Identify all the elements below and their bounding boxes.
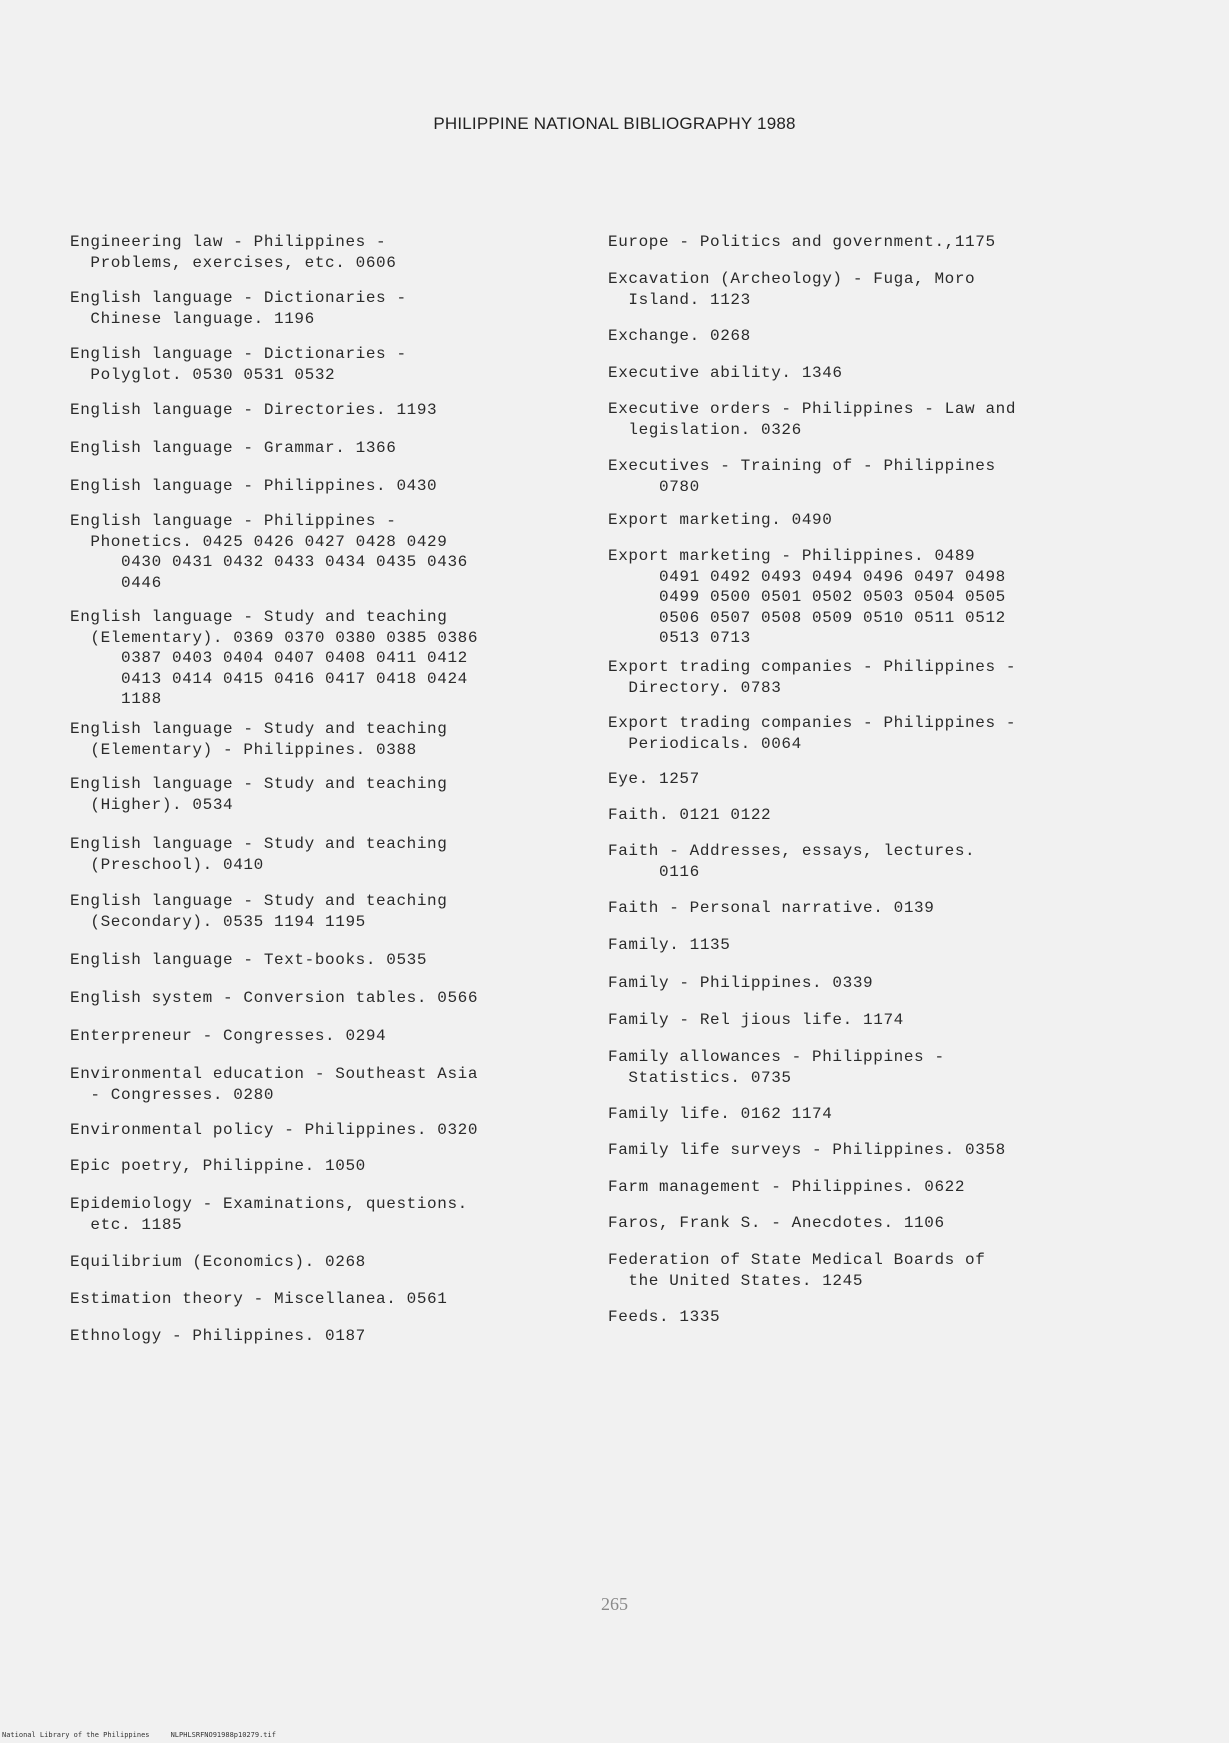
index-entry	[608, 1140, 1006, 1161]
page-number: 265	[601, 1594, 628, 1614]
index-entry	[70, 511, 468, 593]
index-entry-line: 0506 0507 0508 0509 0510 0511 0512	[608, 608, 1006, 627]
index-entry	[608, 232, 996, 253]
index-entry	[70, 1194, 468, 1235]
index-entry-line: 0491 0492 0493 0494 0496 0497 0498	[608, 567, 1006, 586]
index-entry-line: Island. 1123	[608, 290, 751, 309]
index-entry-line: Federation of State Medical Boards of	[608, 1251, 986, 1269]
index-entry	[70, 834, 447, 875]
index-entry-line: 0513 0713	[608, 629, 751, 647]
index-entry-line: Ethnology - Philippines. 0187	[70, 1327, 366, 1345]
index-entry	[70, 438, 396, 459]
index-entry-line: Family - Philippines. 0339	[608, 974, 874, 992]
index-entry	[608, 1010, 904, 1031]
index-entry-line: Excavation (Archeology) - Fuga, Moro	[608, 270, 976, 288]
index-entry-line: Executive orders - Philippines - Law and	[608, 400, 1017, 418]
index-entry-line: Environmental education - Southeast Asia	[70, 1065, 479, 1083]
index-entry-line: Family life. 0162 1174	[608, 1105, 833, 1123]
index-entry-line: Feeds. 1335	[608, 1308, 721, 1326]
index-entry	[608, 1047, 945, 1088]
index-entry	[70, 719, 447, 760]
index-entry-line: Faith. 0121 0122	[608, 806, 772, 824]
index-entry	[70, 288, 407, 329]
index-entry	[70, 1252, 366, 1273]
index-entry-line: Epic poetry, Philippine. 1050	[70, 1157, 366, 1175]
index-entry-line: Directory. 0783	[608, 678, 782, 697]
index-entry	[70, 950, 427, 971]
index-entry	[70, 400, 437, 421]
index-entry-line: Eye. 1257	[608, 770, 700, 788]
index-entry	[608, 269, 975, 310]
index-entry	[608, 657, 1016, 698]
index-entry	[608, 898, 934, 919]
index-entry-line: Equilibrium (Economics). 0268	[70, 1253, 366, 1271]
index-entry	[70, 774, 447, 815]
index-entry	[608, 1213, 945, 1234]
index-entry-line: Export trading companies - Philippines -	[608, 658, 1017, 676]
index-entry-line: Farm management - Philippines. 0622	[608, 1178, 966, 1196]
index-entry	[608, 713, 1016, 754]
index-entry-line: Phonetics. 0425 0426 0427 0428 0429	[70, 532, 448, 551]
index-entry-line: Family life surveys - Philippines. 0358	[608, 1141, 1006, 1159]
index-entry-line: 0780	[608, 477, 700, 496]
index-entry	[70, 1120, 478, 1141]
index-entry-line: Engineering law - Philippines -	[70, 233, 387, 251]
index-entry-line: 0499 0500 0501 0502 0503 0504 0505	[608, 588, 1006, 606]
index-entry-line: Family. 1135	[608, 936, 731, 954]
index-entry-line: (Elementary) - Philippines. 0388	[70, 740, 417, 759]
index-entry	[608, 973, 873, 994]
index-entry-line: English language - Philippines -	[70, 512, 397, 530]
index-entry-line: 0413 0414 0415 0416 0417 0418 0424	[70, 669, 468, 688]
index-entry-line: legislation. 0326	[608, 420, 802, 439]
index-entry-line: 0446	[70, 573, 162, 592]
index-entry	[608, 1104, 832, 1125]
index-entry	[608, 1177, 965, 1198]
index-entry-line: Polyglot. 0530 0531 0532	[70, 365, 336, 384]
index-entry-line: 0116	[608, 862, 700, 881]
index-entry-line: 0387 0403 0404 0407 0408 0411 0412	[70, 649, 468, 667]
index-entry-line: Executives - Training of - Philippines	[608, 457, 996, 475]
index-entry-line: English language - Dictionaries -	[70, 345, 407, 363]
index-entry-line: Estimation theory - Miscellanea. 0561	[70, 1290, 448, 1308]
index-entry-line: English language - Study and teaching	[70, 775, 448, 793]
index-entry	[70, 1064, 478, 1105]
index-entry-line: 0430 0431 0432 0433 0434 0435 0436	[70, 553, 468, 571]
index-entry-line: Periodicals. 0064	[608, 734, 802, 753]
index-entry-line: Export trading companies - Philippines -	[608, 714, 1017, 732]
index-entry	[608, 805, 771, 826]
index-entry	[70, 1156, 366, 1177]
index-entry	[608, 935, 730, 956]
index-entry	[608, 456, 996, 497]
index-entry-line: English language - Directories. 1193	[70, 401, 438, 419]
index-entry-line: English language - Study and teaching	[70, 892, 448, 910]
index-entry	[608, 363, 843, 384]
index-entry	[608, 1250, 985, 1291]
index-entry-line: English language - Philippines. 0430	[70, 477, 438, 495]
index-entry-line: Faith - Addresses, essays, lectures.	[608, 842, 976, 860]
index-entry-line: Export marketing - Philippines. 0489	[608, 547, 976, 565]
index-entry-line: Europe - Politics and government.,1175	[608, 233, 996, 251]
index-entry-line: Family - Rel jious life. 1174	[608, 1011, 904, 1029]
index-entry-line: Environmental policy - Philippines. 0320	[70, 1121, 479, 1139]
index-entry-line: English language - Text-books. 0535	[70, 951, 428, 969]
index-entry-line: (Preschool). 0410	[70, 855, 264, 874]
index-entry-line: Statistics. 0735	[608, 1068, 792, 1087]
index-entry	[70, 1026, 386, 1047]
index-entry-line: Faith - Personal narrative. 0139	[608, 899, 935, 917]
index-entry	[70, 344, 407, 385]
index-entry-line: Problems, exercises, etc. 0606	[70, 253, 397, 272]
index-entry-line: English system - Conversion tables. 0566	[70, 989, 479, 1007]
index-entry	[608, 399, 1016, 440]
index-entry-line: 1188	[70, 690, 162, 708]
index-entry-line: Faros, Frank S. - Anecdotes. 1106	[608, 1214, 945, 1232]
index-entry-line: Exchange. 0268	[608, 327, 751, 345]
index-entry-line: English language - Study and teaching	[70, 720, 448, 738]
index-entry	[608, 510, 832, 531]
index-entry	[608, 1307, 720, 1328]
index-entry	[608, 326, 751, 347]
index-entry	[70, 476, 437, 497]
index-entry-line: English language - Study and teaching	[70, 835, 448, 853]
index-entry-line: Chinese language. 1196	[70, 309, 315, 328]
index-entry-line: (Higher). 0534	[70, 795, 234, 814]
index-entry-line: Epidemiology - Examinations, questions.	[70, 1195, 468, 1213]
index-entry	[608, 841, 975, 882]
index-entry	[70, 1326, 366, 1347]
index-entry-line: etc. 1185	[70, 1215, 183, 1234]
index-entry-line: Export marketing. 0490	[608, 511, 833, 529]
index-entry	[70, 607, 478, 710]
index-entry-line: Executive ability. 1346	[608, 364, 843, 382]
index-entry	[70, 232, 396, 273]
index-entry-line: (Elementary). 0369 0370 0380 0385 0386	[70, 628, 479, 647]
index-entry	[608, 546, 1006, 649]
page-title: PHILIPPINE NATIONAL BIBLIOGRAPHY 1988	[433, 114, 796, 133]
index-entry-line: English language - Grammar. 1366	[70, 439, 397, 457]
index-entry-line: English language - Dictionaries -	[70, 289, 407, 307]
index-entry	[70, 1289, 447, 1310]
index-entry-line: the United States. 1245	[608, 1271, 864, 1290]
index-entry-line: English language - Study and teaching	[70, 608, 448, 626]
index-entry	[70, 988, 478, 1009]
index-entry	[70, 891, 447, 932]
index-entry-line: Enterpreneur - Congresses. 0294	[70, 1027, 387, 1045]
index-entry-line: Family allowances - Philippines -	[608, 1048, 945, 1066]
index-entry-line: (Secondary). 0535 1194 1195	[70, 912, 366, 931]
index-entry-line: - Congresses. 0280	[70, 1085, 275, 1104]
index-entry	[608, 769, 700, 790]
scan-label: National Library of the Philippines NLPHLSRFNO91988p10279.tif	[2, 1731, 276, 1739]
